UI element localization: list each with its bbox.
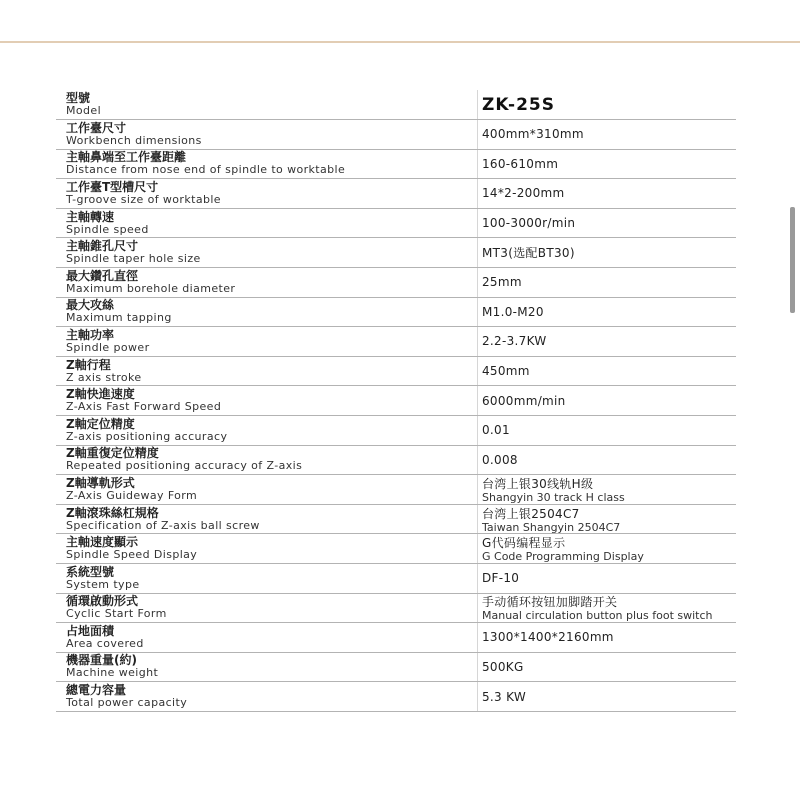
spec-label [56,564,478,593]
spec-label-en: Spindle power [66,340,150,354]
spec-label-en: Spindle speed [66,222,149,236]
spec-value-main: 160-610mm [482,156,559,171]
spec-row [56,386,736,416]
spec-label [56,505,478,534]
spec-value-main: 0.008 [482,452,518,467]
spec-label [56,179,478,208]
spec-row [56,150,736,180]
spec-label [56,682,478,711]
spec-value [478,564,736,593]
spec-label [56,653,478,682]
spec-label-en: Distance from nose end of spindle to worktable [66,163,346,177]
spec-value [478,179,736,208]
spec-label-en: Machine weight [66,666,159,680]
spec-row [56,564,736,594]
spec-label-zh: Z軸導軌形式 [66,475,135,490]
spec-label [56,534,478,563]
spec-row [56,446,736,476]
spec-label-zh: Z軸行程 [66,357,111,372]
spec-value-sub: Taiwan Shangyin 2504C7 [482,520,621,534]
spec-label-zh: 占地面積 [66,623,115,638]
spec-row [56,505,736,535]
spec-value-main: 台湾上银2504C7 [482,506,580,521]
spec-label-en: Z-axis positioning accuracy [66,429,228,443]
spec-value [478,298,736,327]
spec-value-main: 25mm [482,275,522,290]
spec-row [56,357,736,387]
spec-label-en: Area covered [66,636,144,650]
spec-label [56,209,478,238]
spec-value-main: 手动循环按钮加脚踏开关 [482,595,618,610]
spec-label-en: Model [66,104,102,117]
spec-value [478,682,736,711]
spec-label-zh: 工作臺T型槽尺寸 [66,179,159,194]
spec-value-main: G代码编程显示 [482,536,566,551]
spec-label-zh: 最大攻絲 [66,298,115,313]
spec-value [478,120,736,149]
spec-value [478,357,736,386]
spec-value [478,623,736,652]
spec-label [56,386,478,415]
spec-row [56,238,736,268]
spec-row [56,682,736,712]
spec-label-en: Z-Axis Guideway Form [66,488,198,502]
spec-value [478,90,736,119]
spec-label [56,268,478,297]
spec-value [478,594,736,623]
spec-label [56,327,478,356]
spec-value [478,327,736,356]
spec-label-zh: 工作臺尺寸 [66,120,127,135]
spec-value [478,505,736,534]
spec-value-main: 100-3000r/min [482,216,576,231]
spec-value-main: DF-10 [482,571,520,586]
spec-value-main: 2.2-3.7KW [482,334,547,349]
spec-value [478,386,736,415]
spec-label-en: Repeated positioning accuracy of Z-axis [66,459,303,473]
spec-row [56,327,736,357]
spec-label-zh: 主軸速度顯示 [66,535,139,550]
spec-value-sub: Manual circulation button plus foot switch [482,609,713,623]
spec-table [56,90,736,712]
spec-row [56,298,736,328]
spec-label-en: Maximum tapping [66,311,172,325]
spec-row [56,653,736,683]
spec-value-main: 5.3 KW [482,689,527,704]
spec-label [56,475,478,504]
spec-value [478,446,736,475]
spec-label-en: Workbench dimensions [66,133,202,147]
spec-label-en: Cyclic Start Form [66,607,167,621]
spec-row [56,209,736,239]
spec-label-en: System type [66,577,140,591]
spec-value-main: 6000mm/min [482,393,566,408]
spec-label [56,120,478,149]
spec-label [56,416,478,445]
spec-value-main: 400mm*310mm [482,127,584,142]
scrollbar-thumb[interactable] [790,207,795,313]
spec-value [478,653,736,682]
spec-value-sub: Shangyin 30 track H class [482,490,625,504]
spec-value-main: 450mm [482,364,530,379]
spec-label-zh: 總電力容量 [66,683,127,698]
spec-value-main: 500KG [482,659,524,674]
spec-label-zh: 型號 [66,91,91,105]
spec-label-en: Z axis stroke [66,370,142,384]
spec-value-main: 1300*1400*2160mm [482,630,614,645]
spec-label-zh: Z軸定位精度 [66,416,135,431]
spec-value-main: MT3(选配BT30) [482,246,575,261]
spec-label-zh: 循環啟動形式 [66,594,139,609]
spec-value-main: 台湾上银30线轨H级 [482,476,594,491]
spec-row [56,534,736,564]
spec-label-zh: 主軸鼻端至工作臺距離 [66,150,187,165]
spec-label [56,623,478,652]
spec-row [56,475,736,505]
spec-row [56,179,736,209]
spec-label-zh: 主軸錐孔尺寸 [66,239,139,254]
spec-label [56,150,478,179]
spec-value [478,238,736,267]
spec-label-zh: Z軸快進速度 [66,387,135,402]
spec-label-zh: Z軸重復定位精度 [66,446,159,461]
spec-row [56,268,736,298]
spec-label-zh: 系統型號 [66,564,115,579]
spec-value [478,534,736,563]
spec-label-en: T-groove size of worktable [66,192,221,206]
spec-label-zh: 主軸功率 [66,327,115,342]
spec-label-en: Spindle Speed Display [66,548,198,562]
spec-value [478,475,736,504]
spec-value-main: 0.01 [482,423,510,438]
spec-label-en: Total power capacity [66,696,188,710]
spec-label-en: Maximum borehole diameter [66,281,236,295]
spec-value-sub: G Code Programming Display [482,550,644,564]
spec-value [478,268,736,297]
spec-label-en: Spindle taper hole size [66,252,201,266]
spec-label [56,238,478,267]
spec-row [56,90,736,120]
spec-row [56,623,736,653]
spec-value-main: 14*2-200mm [482,186,565,201]
spec-value-main: M1.0-M20 [482,304,544,319]
spec-row [56,120,736,150]
spec-label-zh: 主軸轉速 [66,209,115,224]
spec-label [56,446,478,475]
spec-label [56,594,478,623]
spec-label [56,298,478,327]
spec-label [56,357,478,386]
spec-value [478,416,736,445]
spec-value [478,150,736,179]
spec-label-en: Z-Axis Fast Forward Speed [66,400,222,414]
spec-label [56,90,478,119]
spec-label-zh: Z軸滾珠絲杠規格 [66,505,159,520]
model-name: ZK-25S [482,94,555,115]
spec-label-zh: 機器重量(約) [66,653,137,668]
spec-label-en: Specification of Z-axis ball screw [66,518,260,532]
spec-value [478,209,736,238]
spec-row [56,416,736,446]
top-divider [0,41,800,43]
spec-label-zh: 最大鑽孔直徑 [66,268,139,283]
spec-row [56,594,736,624]
